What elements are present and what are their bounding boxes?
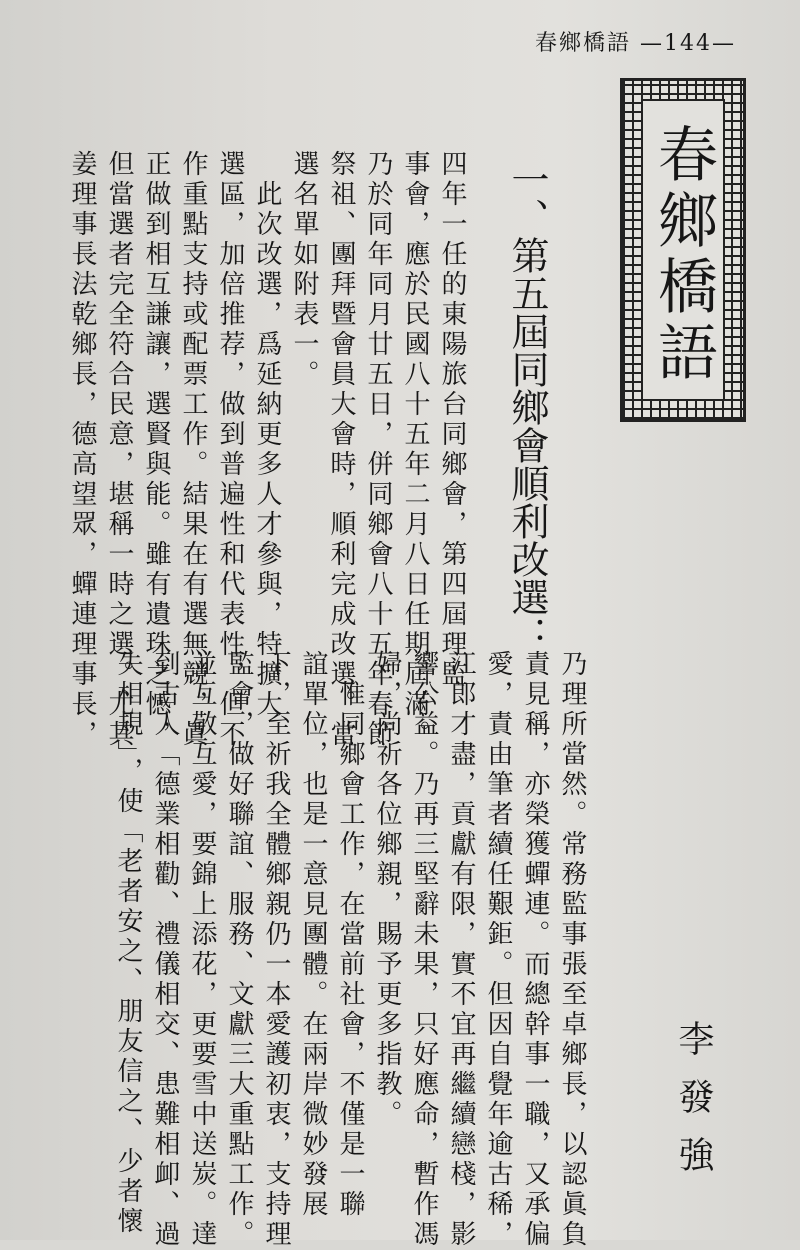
column-title: 春鄉橋語: [648, 123, 718, 387]
upper-text-block: 四年一任的東陽旅台同鄉會，第四屆理監 事會，應於民國八十五年二月八日任期屆滿。 乃於同年同月廿五日，併同鄉會八十五年春節 祭祖、團拜暨會員大會時，順利完成改選。當 選名單如附表一。 此次改選，爲延納更多人才參與，特擴大 選區，加倍推荐，做到普遍性和代表性，但不 作重點支持或配票工作。結果在有選無競，眞 正做到相互謙讓，選賢與能。雖有遺珠之憾， 但當選者完全符合民意，堪稱一時之選。尤其 姜理事長法乾鄉長，德高望眾，蟬連理事長，: [67, 150, 467, 750]
section-heading: 一、第五屆同鄉會順利改選：: [505, 160, 549, 654]
author-name: 李發強: [673, 1020, 714, 1194]
lower-text-block: 乃理所當然。常務監事張至卓鄉長，以認眞負 責見稱，亦榮獲蟬連。而總幹事一職，又承偏 愛，責由筆者續任艱鉅。但因自覺年逾古稀， 江郎才盡，貢獻有限，實不宜再繼續戀棧，影 響公益。乃再三堅辭未果，只好應命，暫作馮 婦，尚祈各位鄉親，賜予更多指教。 惟同鄉會工作，在當前社會，不僅是一聯 誼單位，也是一意見團體。在兩岸微妙發展 下，至祈我全體鄉親仍一本愛護初衷，支持理 監會，做好聯誼、服務、文獻三大重點工作。 並互敬互愛，要錦上添花，更要雪中送炭。達 到古人「德業相勸、禮儀相交、患難相卹、過 失相規」，使「老者安之、朋友信之、少者懷: [113, 650, 587, 1250]
running-header: 春鄉橋語 —144—: [535, 31, 736, 56]
frame-inner-panel: [641, 99, 725, 401]
column-title-frame: [620, 78, 746, 422]
